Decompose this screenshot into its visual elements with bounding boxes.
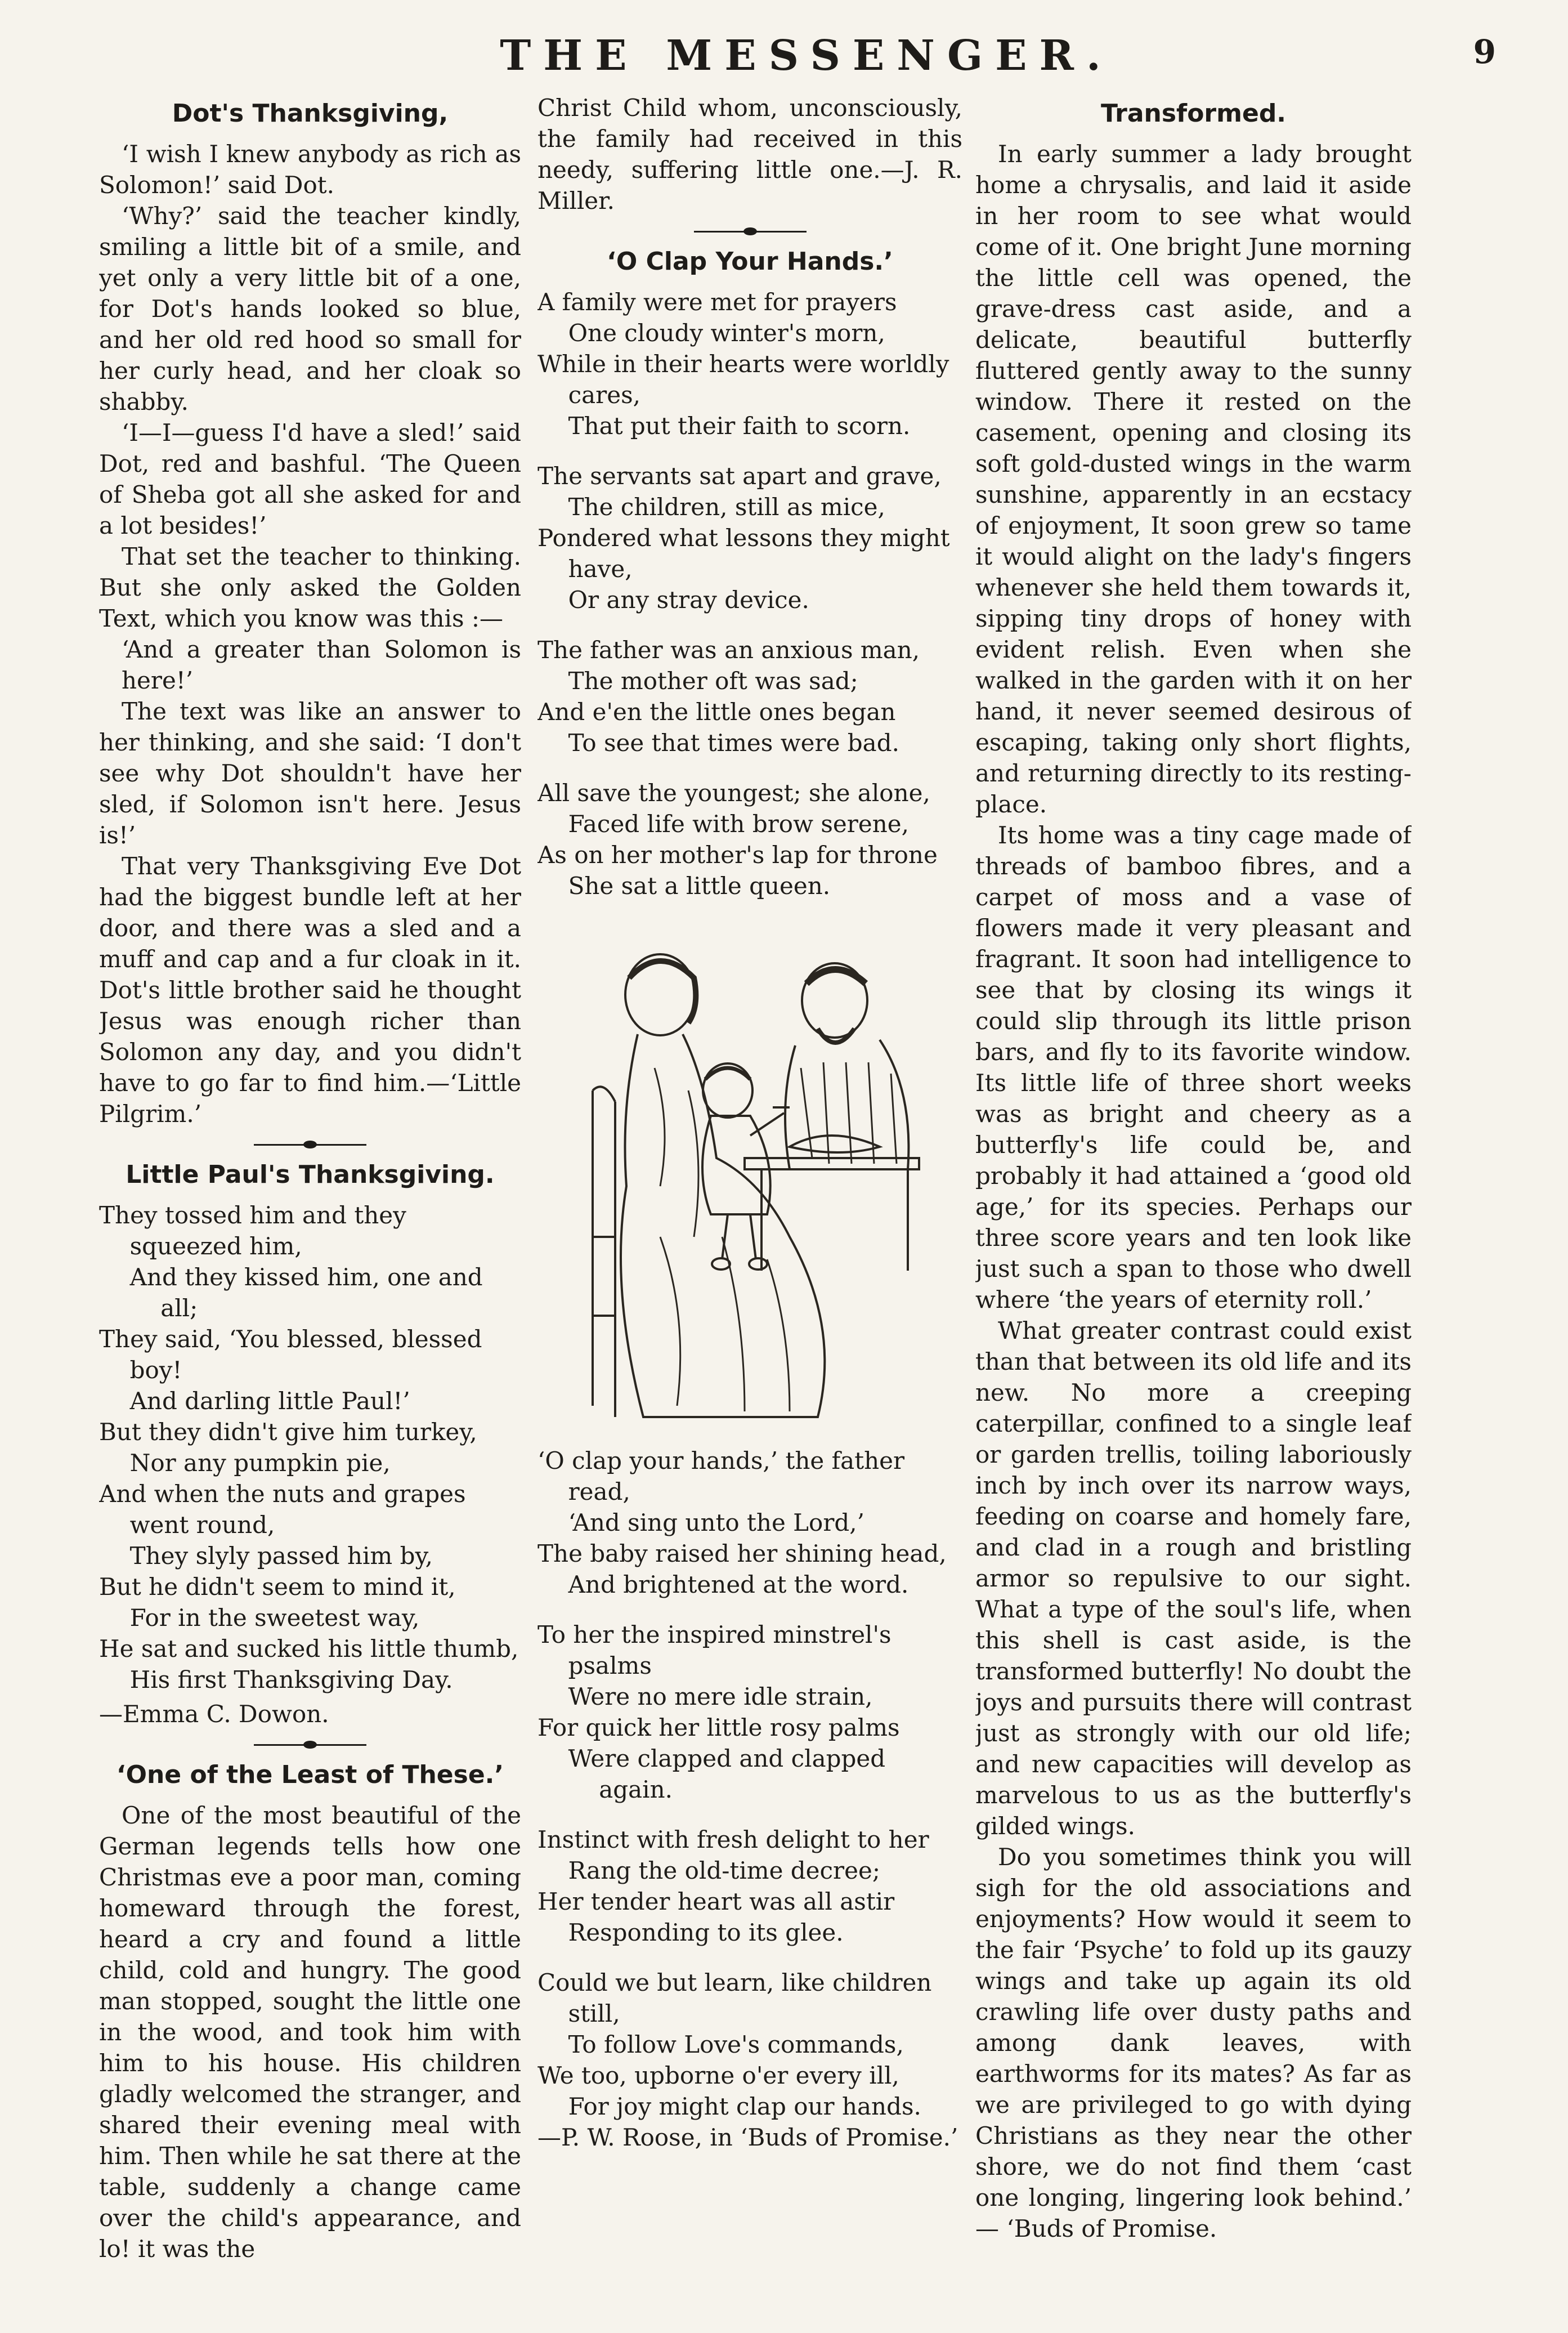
poem-line: The children, still as mice, (568, 493, 885, 521)
golden-text-quote: ‘And a greater than Solomon is here!’ (122, 636, 521, 694)
poem-line: All save the youngest; she alone, (537, 779, 930, 807)
article-title-little-paul: Little Paul's Thanksgiving. (126, 1160, 495, 1189)
poem-stanza (537, 1824, 962, 1948)
poem-line: The servants sat apart and grave, (537, 462, 942, 490)
poem-line: One cloudy winter's morn, (568, 319, 885, 347)
attribution: —P. W. Roose, in ‘Buds of Promise.’ (537, 2124, 958, 2151)
attribution: —Emma C. Dowon. (99, 1700, 329, 1728)
poem-line: And e'en the little ones began (537, 698, 896, 726)
poem-line: A family were met for prayers (537, 288, 897, 316)
poem-line: To see that times were bad. (568, 729, 899, 757)
poem-line: Faced life with brow serene, (568, 810, 909, 838)
paragraph: One of the most beautiful of the German legends tells how one Christmas eve a poor man, coming homeward through the forest, heard a cry and found a little child, cold and hungry. The good man stopped, sought the little one in the wood, and took him with him to his house. His children gladly welcomed the stranger, and shared their evening meal with him. Then while he sat there at the table, suddenly a change came over the child's appearance, and lo! it was the (99, 1802, 521, 2263)
section-divider (254, 1744, 366, 1746)
paragraph: In early summer a lady brought home a chrysalis, and laid it aside in her room to see what would come of it. One bright June morning the little cell was opened, the grave-dress cast aside, and a delicate, beautiful butterfly fluttered gently away to the sunny window. There it rested on the casement, opening and closing its soft gold-dusted wings in the warm sunshine, apparently in an ecstacy of enjoyment, It soon grew so tame it would alight on the lady's fingers whenever she held them towards it, sipping tiny drops of honey with evident relish. Even when she walked in the garden with it on her hand, it never seemed desirous of escaping, taking only short flights, and returning directly to its resting-place. (975, 140, 1412, 818)
poem-line: We too, upborne o'er every ill, (537, 2062, 899, 2089)
poem-line: While in their hearts were worldly cares, (537, 350, 949, 409)
poem-line: The mother oft was sad; (568, 667, 858, 695)
poem-stanza (537, 287, 962, 441)
poem-line: But he didn't seem to mind it, (99, 1573, 456, 1601)
poem-line: For in the sweetest way, (129, 1604, 420, 1632)
poem-line: And brightened at the word. (568, 1571, 909, 1598)
poem-stanza (537, 1967, 962, 2122)
section-divider (254, 1144, 366, 1146)
poem-stanza (537, 1445, 962, 1600)
paragraph: ‘I—I—guess I'd have a sled!’ said Dot, red and bashful. ‘The Queen of Sheba got all she asked for and a lot besides!’ (99, 419, 521, 539)
poem-stanza (537, 777, 962, 901)
poem-line: As on her mother's lap for throne (537, 841, 938, 869)
masthead (0, 25, 1568, 87)
column-1 (99, 92, 521, 2299)
column-2 (537, 92, 962, 2299)
poem-line: Could we but learn, like children still, (537, 1969, 932, 2027)
paragraph: The text was like an answer to her thinking, and she said: ‘I don't see why Dot shouldn't have her sled, if Solomon isn't here. Jesus is!’ (99, 698, 521, 849)
poem-line: His first Thanksgiving Day. (129, 1666, 453, 1693)
poem-line: He sat and sucked his little thumb, (99, 1635, 519, 1662)
paragraph-continued: Christ Child whom, unconsciously, the family had received in this needy, suffering little one.—J. R. Miller. (537, 94, 962, 214)
poem-line: Rang the old-time decree; (568, 1857, 880, 1884)
section-divider (694, 231, 807, 233)
article-title-clap-hands: ‘O Clap Your Hands.’ (607, 247, 893, 276)
poem-line: They tossed him and they squeezed him, (99, 1201, 406, 1260)
paragraph: What greater contrast could exist than that between its old life and its new. No more a creeping caterpillar, confined to a single leaf or garden trellis, toiling laboriously inch by inch over its narrow ways, feeding on coarse and homely fare, and clad in a rough and bristling armor so repulsive to our sight. What a type of the soul's life, when this shell is cast aside, is the transformed butterfly! No doubt the joys and pursuits there will contrast just as strongly with our old life; and new capacities will develop as marvelous to us as the butterfly's gilded wings. (975, 1317, 1412, 1840)
poem-line: The baby raised her shining head, (537, 1540, 947, 1567)
paragraph: That set the teacher to thinking. But she only asked the Golden Text, which you know was this :— (99, 543, 521, 632)
article-title-transformed: Transformed. (1100, 99, 1287, 128)
paragraph: ‘I wish I knew anybody as rich as Solomon!’ said Dot. (99, 140, 521, 199)
paragraph: Do you sometimes think you will sigh for the old associations and enjoyments? How would it seem to the fair ‘Psyche’ to fold up its gauzy wings and take up again its old crawling life over dusty paths and among dank leaves, with earthworms for its mates? As far as we are privileged to go with dying Christians as they near the other shore, we do not find them ‘cast one longing, lingering look behind.’ — ‘Buds of Promise. (975, 1843, 1412, 2242)
poem-line: Or any stray device. (568, 586, 809, 614)
poem-line: Pondered what lessons they might have, (537, 524, 950, 583)
poem-line: Were clapped and clapped again. (568, 1745, 886, 1803)
poem-little-paul (99, 1200, 521, 1695)
poem-line: And they kissed him, one and all; (129, 1263, 483, 1322)
poem-line: And when the nuts and grapes went round, (99, 1480, 466, 1539)
poem-line: She sat a little queen. (568, 872, 831, 900)
masthead-title: THE MESSENGER. (500, 32, 1113, 80)
page-number: 9 (1473, 33, 1496, 71)
article-title-dots-thanksgiving: Dot's Thanksgiving, (172, 99, 449, 128)
poem-line: To her the inspired minstrel's psalms (537, 1621, 891, 1679)
poem-stanza (537, 634, 962, 758)
poem-line: But they didn't give him turkey, (99, 1418, 477, 1446)
poem-line: For joy might clap our hands. (568, 2093, 921, 2120)
poem-line: Were no mere idle strain, (568, 1683, 873, 1710)
paragraph: ‘Why?’ said the teacher kindly, smiling a little bit of a smile, and yet only a very little bit of a one, for Dot's hands looked so blue, and her old red hood so small for her curly head, and her cloak so shabby. (99, 202, 521, 415)
poem-line: ‘O clap your hands,’ the father read, (537, 1447, 905, 1505)
poem-line: For quick her little rosy palms (537, 1714, 900, 1741)
paragraph: That very Thanksgiving Eve Dot had the biggest bundle left at her door, and there was a sled and a muff and cap and a fur cloak in it. Dot's little brother said he thought Jesus was enough richer than Solomon any day, and you didn't have to go far to find him.—‘Little Pilgrim.’ (99, 852, 521, 1128)
poem-stanza (537, 1619, 962, 1805)
poem-line: That put their faith to scorn. (568, 412, 911, 440)
poem-line: To follow Love's commands, (568, 2031, 904, 2058)
poem-line: Her tender heart was all astir (537, 1888, 895, 1915)
poem-line: They said, ‘You blessed, blessed boy! (99, 1325, 482, 1384)
column-3 (975, 92, 1412, 2299)
poem-line: ‘And sing unto the Lord,’ (568, 1509, 865, 1536)
poem-line: The father was an anxious man, (537, 636, 920, 664)
poem-line: And darling little Paul!’ (129, 1387, 410, 1415)
paragraph: Its home was a tiny cage made of threads of bamboo fibres, and a carpet of moss and a vase of flowers made it very pleasant and fragrant. It soon had intelligence to see that by closing its wings it could slip through its little prison bars, and fly to its favorite window. Its little life of three short weeks was as bright and cheery as a butterfly's life could be, and probably it had attained a ‘good old age,’ for its species. Perhaps our three score years and ten look like just such a span to those who dwell where ‘the years of eternity roll.’ (975, 821, 1412, 1313)
poem-line: Instinct with fresh delight to her (537, 1826, 929, 1853)
poem-line: Nor any pumpkin pie, (129, 1449, 391, 1477)
poem-stanza (537, 461, 962, 615)
poem-line: They slyly passed him by, (129, 1542, 433, 1570)
article-title-least-of-these: ‘One of the Least of These.’ (116, 1760, 504, 1789)
poem-line: Responding to its glee. (568, 1919, 844, 1946)
family-prayer-illustration (576, 922, 925, 1428)
